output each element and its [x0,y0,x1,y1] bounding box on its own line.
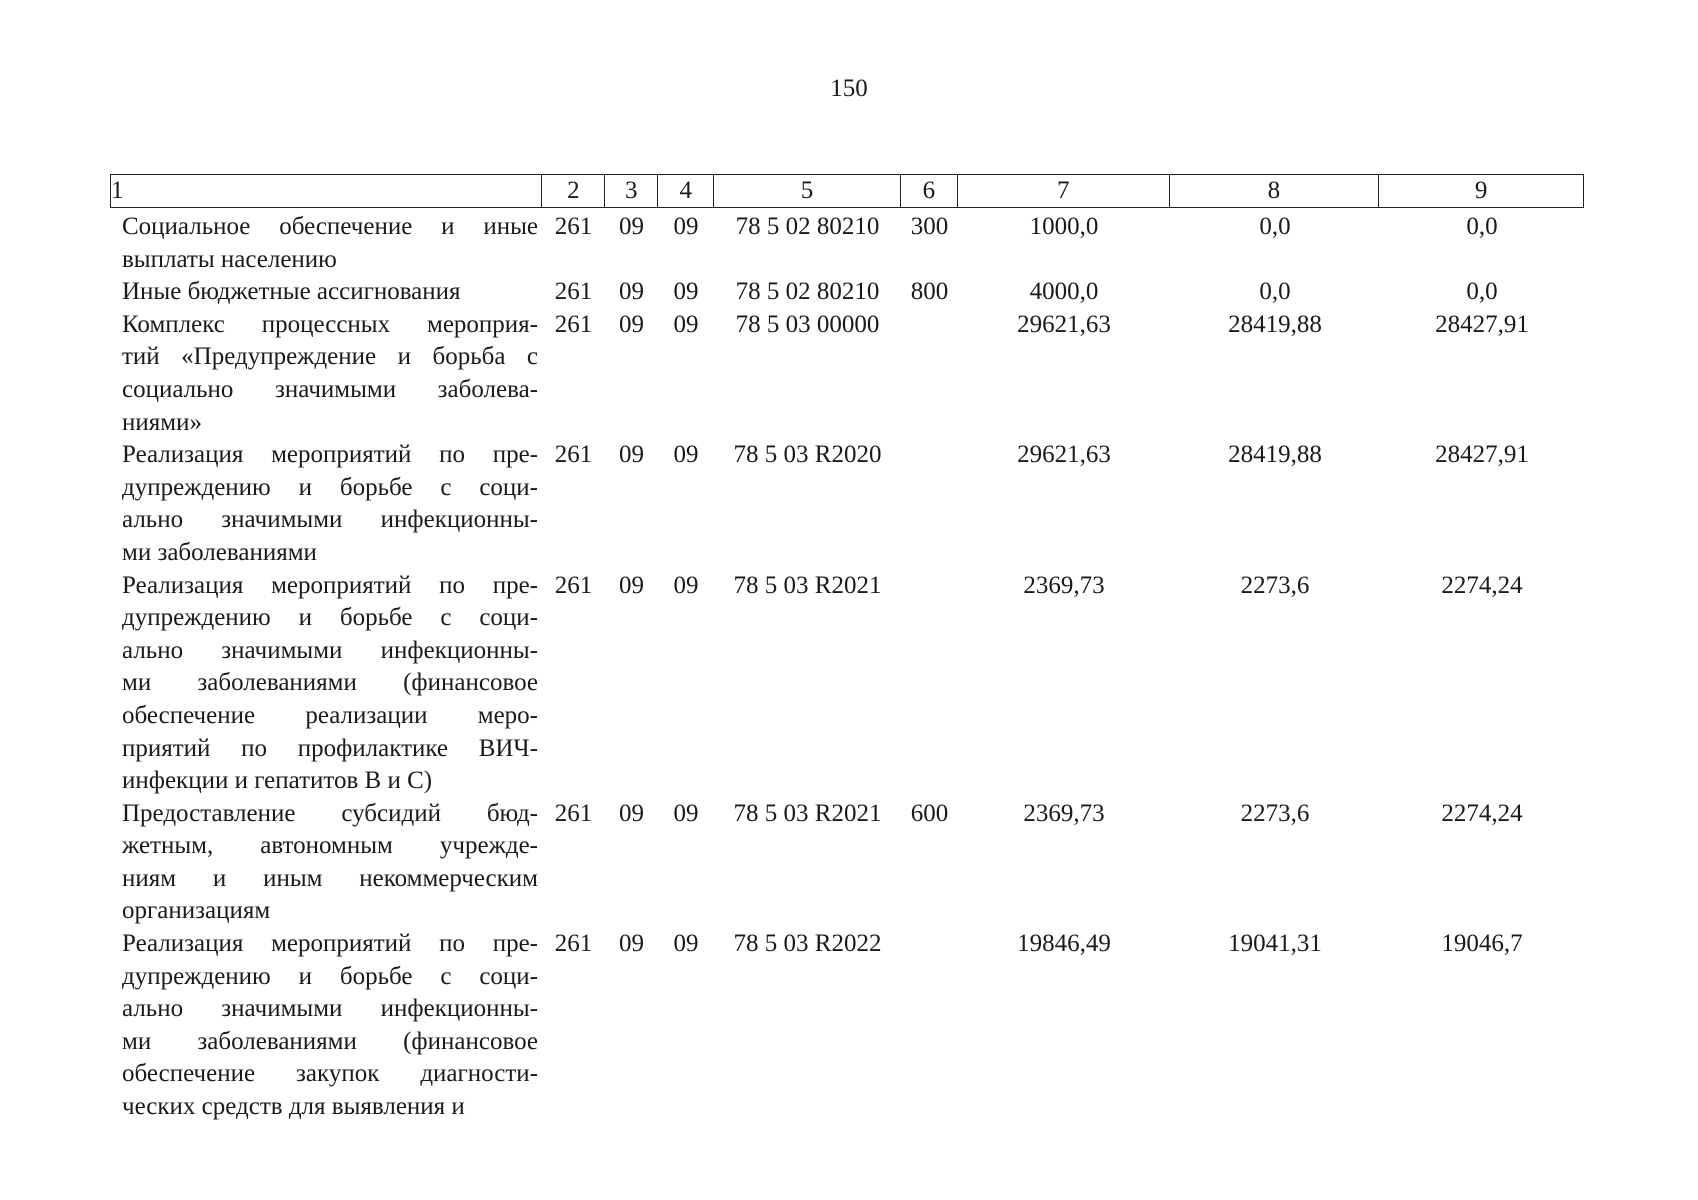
row-description [110,798,542,928]
row-code-admin: 261 [554,441,593,469]
row-amount-col9: 0,0 [1466,213,1498,240]
row-amount-col8: 2273,6 [1240,799,1310,827]
row-amount-col9: 19046,7 [1441,930,1523,958]
description-line: дупреждению и борьбе с соци- [122,604,538,632]
row-amount-col7: 4000,0 [1029,278,1099,306]
description-line: Иные бюджетные ассигнования [122,278,461,306]
description-line: дупреждению и борьбе с соци- [122,962,538,990]
description-line: Реализация мероприятий по пре- [122,930,538,958]
description-line: тий «Предупреждение и борьба с [122,343,538,371]
description-line: Социальное обеспечение и иные [122,213,538,240]
row-amount-col8: 28419,88 [1228,310,1322,338]
description-line: организациям [122,897,271,925]
description-line: ально значимыми инфекционны- [122,506,538,534]
table-row [110,211,1584,276]
description-line: жетным, автономным учрежде- [122,832,538,860]
row-code-section: 09 [619,278,644,306]
description-line: ческих средств для выявления и [122,1093,465,1121]
header-col-9: 9 [1474,177,1488,204]
header-col-6: 6 [901,175,958,207]
page-number: 150 [830,75,868,102]
row-code-subsection: 09 [673,213,699,240]
description-line: ми заболеваниями (финансовое [122,669,538,697]
row-code-admin: 261 [554,213,593,240]
row-target-article: 78 5 03 R2021 [733,571,882,599]
table-row [110,276,1584,309]
description-line: обеспечение закупок диагности- [122,1060,538,1088]
description-line: инфекции и гепатитов В и С) [122,767,433,795]
table-row [110,928,1584,1124]
description-line: дупреждению и борьбе с соци- [122,473,538,501]
row-code-section: 09 [619,441,644,469]
description-line: обеспечение реализации меро- [122,701,538,729]
row-code-subsection: 09 [673,799,699,827]
row-amount-col9: 28427,91 [1435,441,1529,469]
description-line: Реализация мероприятий по пре- [122,441,538,469]
row-expense-type: 300 [910,213,949,240]
row-code-subsection: 09 [673,441,699,469]
table-row [110,309,1584,439]
row-code-subsection: 09 [673,571,699,599]
row-target-article: 78 5 03 R2021 [733,799,882,827]
description-line: приятий по профилактике ВИЧ- [122,734,538,762]
row-code-subsection: 09 [673,310,699,338]
row-amount-col8: 0,0 [1259,278,1291,306]
header-col-1: 1 [111,175,542,207]
row-amount-col9: 2274,24 [1441,799,1523,827]
row-code-admin: 261 [554,930,593,958]
row-target-article: 78 5 02 80210 [735,213,880,240]
row-code-admin: 261 [554,571,593,599]
row-description [110,570,542,798]
row-expense-type: 600 [910,799,949,827]
row-description [110,439,542,569]
description-line: ально значимыми инфекционны- [122,636,538,664]
row-amount-col7: 1000,0 [1029,213,1099,240]
row-target-article: 78 5 03 R2022 [733,930,882,958]
row-description [110,309,542,439]
row-target-article: 78 5 03 00000 [735,310,880,338]
row-amount-col8: 0,0 [1259,213,1291,240]
row-amount-col9: 28427,91 [1435,310,1529,338]
row-amount-col7: 2369,73 [1023,799,1105,827]
header-col-7: 7 [958,175,1170,207]
row-code-section: 09 [619,213,644,240]
header-col-2: 2 [542,175,605,207]
row-target-article: 78 5 03 R2020 [733,441,882,469]
row-amount-col7: 29621,63 [1017,310,1111,338]
row-amount-col7: 29621,63 [1017,441,1111,469]
row-code-section: 09 [619,930,644,958]
row-code-admin: 261 [554,799,593,827]
description-line: выплаты населению [122,245,337,273]
description-line: Реализация мероприятий по пре- [122,571,538,599]
table-row [110,439,1584,569]
description-line: ально значимыми инфекционны- [122,995,538,1023]
header-col-8: 8 [1170,175,1380,207]
row-amount-col9: 2274,24 [1441,571,1523,599]
row-amount-col9: 0,0 [1466,278,1498,306]
row-code-section: 09 [619,571,644,599]
row-amount-col8: 19041,31 [1228,930,1322,958]
row-description [110,211,542,276]
row-code-subsection: 09 [673,278,699,306]
header-col-5: 5 [714,175,901,207]
row-expense-type: 800 [910,278,949,306]
row-code-section: 09 [619,310,644,338]
table-header [110,174,1584,208]
row-description [110,276,542,309]
description-line: Предоставление субсидий бюд- [122,799,538,827]
description-line: социально значимыми заболева- [122,375,538,403]
row-target-article: 78 5 02 80210 [735,278,880,306]
description-line: ниями» [122,408,202,436]
row-amount-col7: 2369,73 [1023,571,1105,599]
table-body [110,211,1584,1124]
row-code-subsection: 09 [673,930,699,958]
description-line: ми заболеваниями (финансовое [122,1027,538,1055]
description-line: Комплекс процессных мероприя- [122,310,538,338]
row-code-admin: 261 [554,278,593,306]
header-col-4: 4 [658,175,714,207]
table-row [110,570,1584,798]
description-line: ниям и иным некоммерческим [122,864,538,892]
row-amount-col7: 19846,49 [1017,930,1111,958]
row-code-admin: 261 [554,310,593,338]
row-description [110,928,542,1124]
table-row [110,798,1584,928]
row-code-section: 09 [619,799,644,827]
row-amount-col8: 2273,6 [1240,571,1310,599]
row-amount-col8: 28419,88 [1228,441,1322,469]
header-col-3: 3 [605,175,658,207]
description-line: ми заболеваниями [122,538,317,566]
